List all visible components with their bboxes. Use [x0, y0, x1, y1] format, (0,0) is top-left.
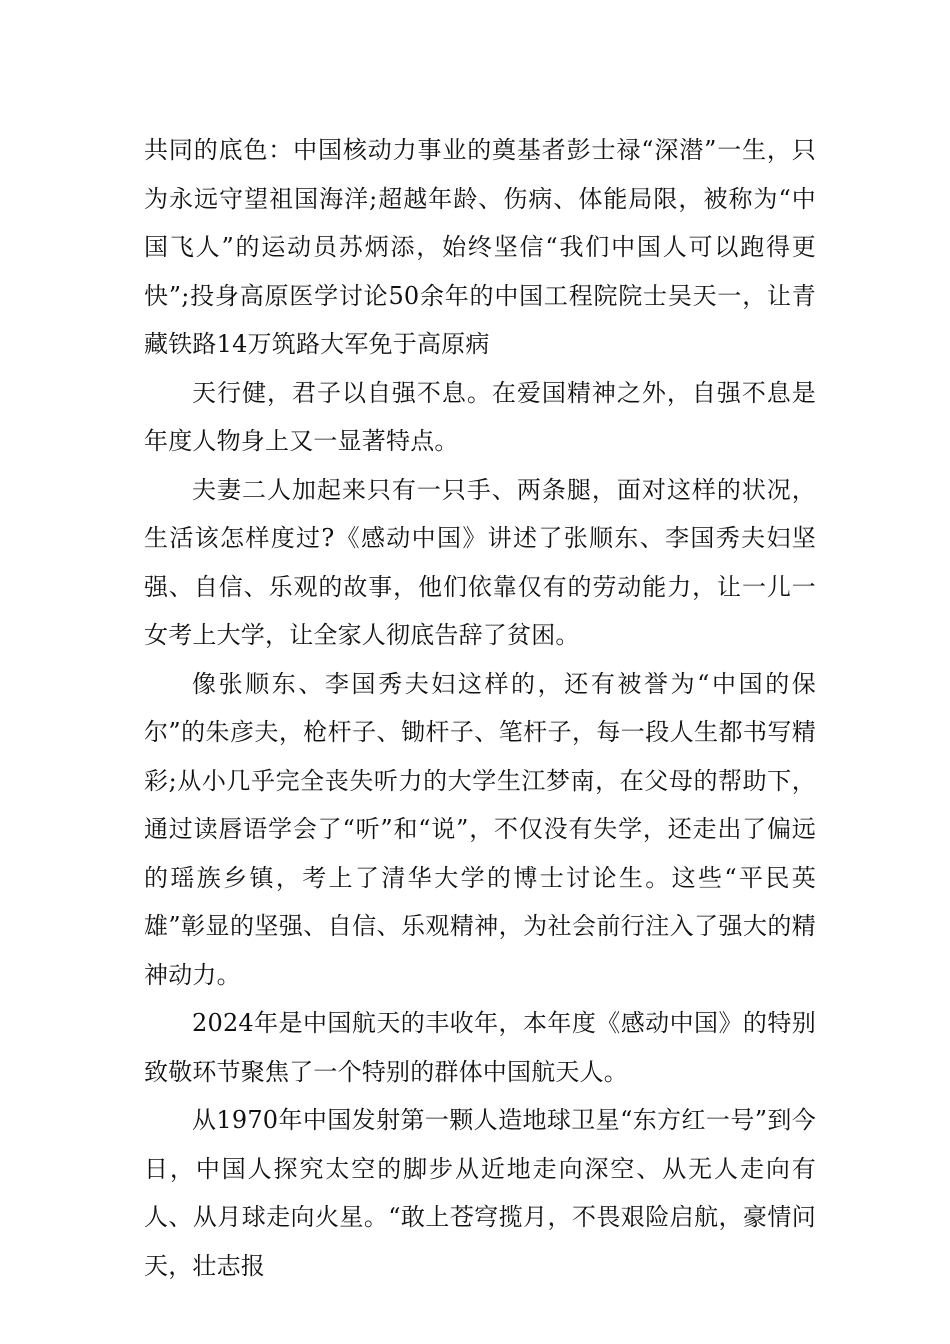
paragraph: 夫妻二人加起来只有一只手、两条腿，面对这样的状况，生活该怎样度过?《感动中国》讲述了张顺东、李国秀夫妇坚强、自信、乐观的故事，他们依靠仅有的劳动能力，让一儿一女考上大学，让全家人彻底告辞了贫困。	[144, 475, 816, 649]
paragraph: 从1970年中国发射第一颗人造地球卫星“东方红一号”到今日，中国人探究太空的脚步从近地走向深空、从无人走向有人、从月球走向火星。“敢上苍穹揽月，不畏艰险启航，豪情问天，壮志报	[144, 1106, 816, 1280]
paragraph: 2024年是中国航天的丰收年，本年度《感动中国》的特别致敬环节聚焦了一个特别的群体中国航天人。	[144, 1009, 816, 1086]
paragraph-continuation: 共同的底色：中国核动力事业的奠基者彭士禄“深潜”一生，只为永远守望祖国海洋;超越年龄、伤病、体能局限，被称为“中国飞人”的运动员苏炳添，始终坚信“我们中国人可以跑得更快”;投身高原医学讨论50余年的中国工程院院士吴天一，让青藏铁路14万筑路大军免于高原病	[144, 136, 816, 358]
paragraph: 天行健，君子以自强不息。在爱国精神之外，自强不息是年度人物身上又一显著特点。	[144, 378, 816, 455]
body-text	[144, 126, 816, 1290]
paragraph: 像张顺东、李国秀夫妇这样的，还有被誉为“中国的保尔”的朱彦夫，枪杆子、锄杆子、笔杆子，每一段人生都书写精彩;从小几乎完全丧失听力的大学生江梦南，在父母的帮助下，通过读唇语学会了“听”和“说”，不仅没有失学，还走出了偏远的瑶族乡镇，考上了清华大学的博士讨论生。这些“平民英雄”彰显的坚强、自信、乐观精神，为社会前行注入了强大的精神动力。	[144, 669, 816, 989]
